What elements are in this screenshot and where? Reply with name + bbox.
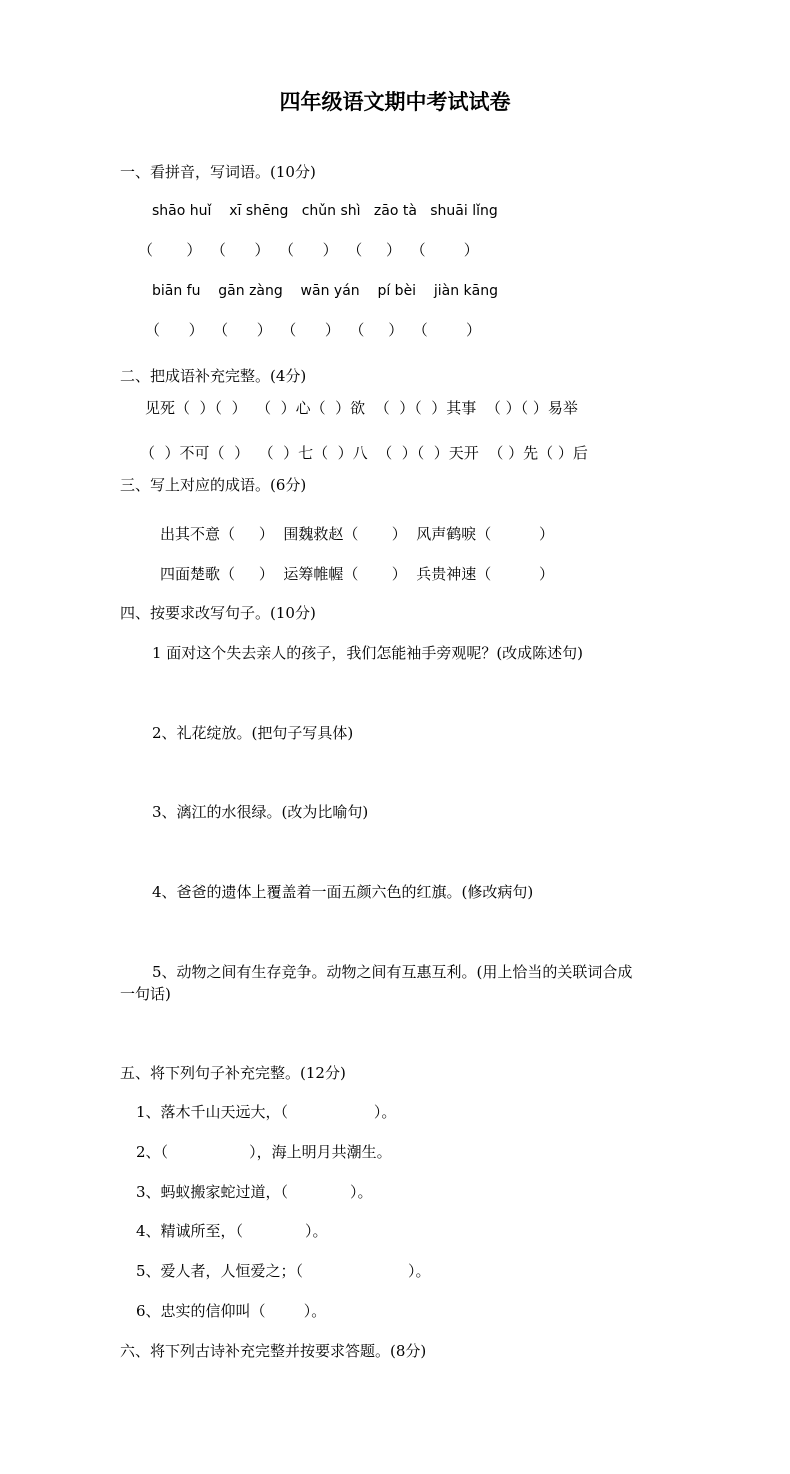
- rewrite-question-3: 3、漓江的水很绿。(改为比喻句): [152, 803, 369, 821]
- complete-sentence-5: 5、爱人者，人恒爱之；（ ）。: [136, 1262, 431, 1280]
- rewrite-question-5-line-1: 5、动物之间有生存竞争。动物之间有互惠互利。(用上恰当的关联词合成: [152, 963, 633, 981]
- rewrite-question-1: 1 面对这个失去亲人的孩子，我们怎能袖手旁观呢？(改成陈述句): [152, 644, 584, 662]
- rewrite-question-5-line-2: 一句话): [120, 985, 171, 1003]
- blank-row-1: （ ） （ ） （ ） （ ） （ ）: [138, 241, 479, 259]
- idiom-row-2: （ ）不可（ ） （ ）七（ ）八 （ ）（ ）天开 （ ）先（ ）后: [140, 444, 588, 462]
- page-title: 四年级语文期中考试试卷: [279, 89, 511, 114]
- complete-sentence-4: 4、精诚所至，（ ）。: [136, 1222, 328, 1240]
- pinyin-row-1: shāo huǐ xī shēng chǔn shì zāo tà shuāi lǐng: [152, 203, 498, 219]
- complete-sentence-3: 3、蚂蚁搬家蛇过道，（ ）。: [136, 1183, 373, 1201]
- complete-sentence-2: 2、（ ），海上明月共潮生。: [136, 1143, 392, 1161]
- pinyin-row-2: biān fu gān zàng wān yán pí bèi jiàn kāng: [152, 283, 498, 299]
- section-1-heading: 一、看拼音，写词语。(10分): [120, 163, 316, 181]
- complete-sentence-6: 6、忠实的信仰叫（ ）。: [136, 1302, 327, 1320]
- section-3-heading: 三、写上对应的成语。(6分): [120, 476, 307, 494]
- section-2-heading: 二、把成语补充完整。(4分): [120, 367, 307, 385]
- rewrite-question-4: 4、爸爸的遗体上覆盖着一面五颜六色的红旗。(修改病句): [152, 883, 534, 901]
- section-6-heading: 六、将下列古诗补充完整并按要求答题。(8分): [120, 1342, 427, 1360]
- allusion-row-1: 出其不意（ ） 围魏救赵（ ） 风声鹤唳（ ）: [160, 525, 554, 543]
- blank-row-2: （ ） （ ） （ ） （ ） （ ）: [145, 321, 481, 339]
- section-4-heading: 四、按要求改写句子。(10分): [120, 604, 316, 622]
- rewrite-question-2: 2、礼花绽放。(把句子写具体): [152, 724, 354, 742]
- complete-sentence-1: 1、落木千山天远大，（ ）。: [136, 1103, 397, 1121]
- section-5-heading: 五、将下列句子补充完整。(12分): [120, 1064, 346, 1082]
- allusion-row-2: 四面楚歌（ ） 运筹帷幄（ ） 兵贵神速（ ）: [160, 565, 554, 583]
- idiom-row-1: 见死（ ）（ ） （ ）心（ ）欲 （ ）（ ）其事 （ ）（ ）易举: [145, 399, 578, 417]
